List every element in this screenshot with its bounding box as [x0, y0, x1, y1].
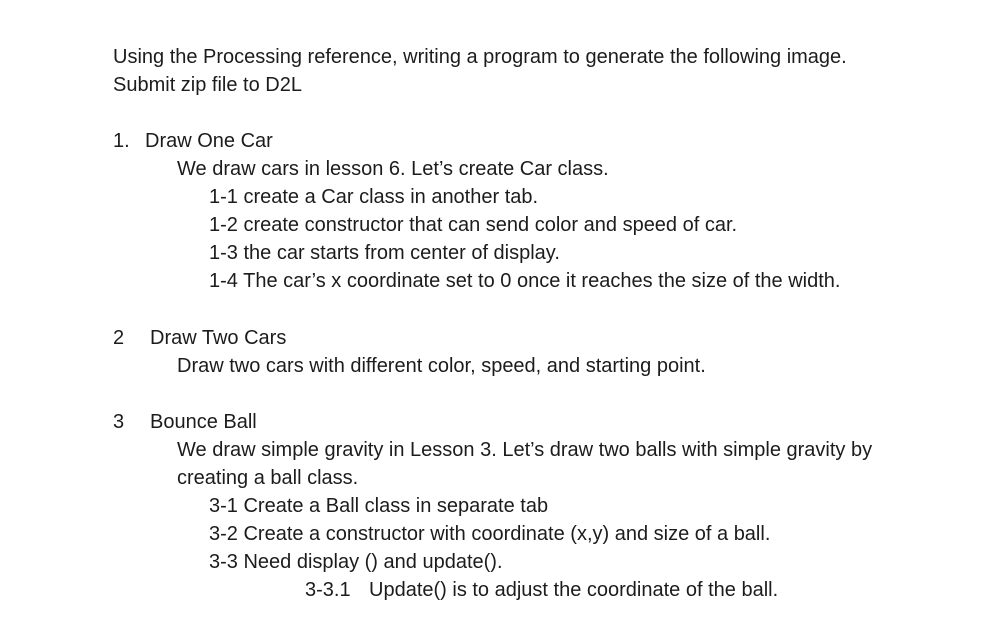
section-1-item: 1-1 create a Car class in another tab. — [209, 186, 539, 208]
section-1-title: Draw One Car — [145, 130, 273, 152]
section-1-description: We draw cars in lesson 6. Let’s create Car class. — [177, 158, 609, 180]
section-3-subitem-number: 3-3.1 — [305, 579, 351, 601]
section-3-description-line-1: We draw simple gravity in Lesson 3. Let’s draw two balls with simple gravity by — [177, 439, 873, 461]
intro-line-1: Using the Processing reference, writing a program to generate the following image. — [113, 46, 847, 68]
section-1-item: 1-3 the car starts from center of display. — [209, 242, 560, 264]
intro-line-2: Submit zip file to D2L — [113, 74, 302, 96]
section-1-item: 1-2 create constructor that can send color and speed of car. — [209, 214, 738, 236]
section-3-description-line-2: creating a ball class. — [177, 467, 359, 489]
section-3-number: 3 — [113, 411, 125, 433]
section-3-subitem-text: Update() is to adjust the coordinate of the ball. — [369, 579, 779, 601]
section-3-item: 3-2 Create a constructor with coordinate (x,y) and size of a ball. — [209, 523, 771, 545]
section-1-item: 1-4 The car’s x coordinate set to 0 once it reaches the size of the width. — [209, 270, 841, 292]
section-2-title: Draw Two Cars — [150, 327, 287, 349]
section-3-item: 3-1 Create a Ball class in separate tab — [209, 495, 549, 517]
section-1-number: 1. — [113, 130, 130, 152]
section-2-number: 2 — [113, 327, 125, 349]
section-3-title: Bounce Ball — [150, 411, 257, 433]
section-2-description: Draw two cars with different color, speed, and starting point. — [177, 355, 706, 377]
section-3-item: 3-3 Need display () and update(). — [209, 551, 503, 573]
